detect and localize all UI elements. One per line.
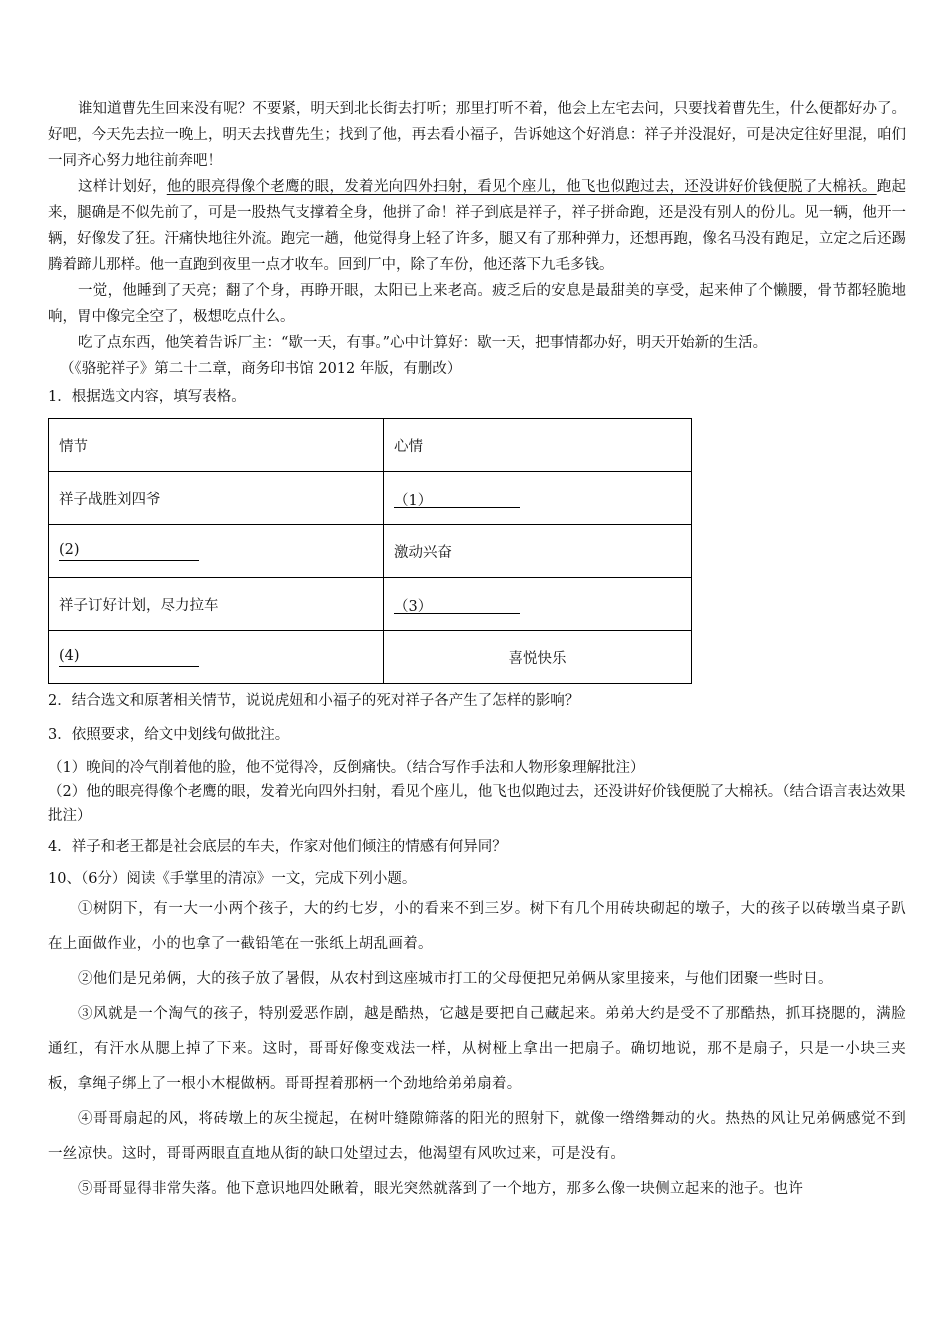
table-cell-mood: 喜悦快乐 (384, 631, 692, 684)
reading-paragraph-1: ①树阴下，有一大一小两个孩子，大的约七岁，小的看来不到三岁。树下有几个用砖块砌起的墩子，大的孩子以砖墩当桌子趴在上面做作业，小的也拿了一截铅笔在一张纸上胡乱画着。 (48, 901, 906, 952)
reading-paragraph-4: ④哥哥扇起的风，将砖墩上的灰尘搅起，在树叶缝隙筛落的阳光的照射下，就像一绺绺舞动的火。热热的风让兄弟俩感觉不到一丝凉快。这时，哥哥两眼直直地从街的缺口处望过去，他渴望有风吹过来，可是没有。 (48, 1111, 906, 1162)
question-4: 4．祥子和老王都是社会底层的车夫，作家对他们倾注的情感有何异同？ (48, 839, 507, 855)
table-header-row (49, 419, 692, 472)
table-cell-plot: 祥子订好计划，尽力拉车 (49, 578, 384, 631)
passage-paragraph-1: 谁知道曹先生回来没有呢？不要紧，明天到北长街去打听；那里打听不着，他会上左宅去问，只要找着曹先生，什么便都好办了。好吧，今天先去拉一晚上，明天去找曹先生；找到了他，再去看小福子，告诉她这个好消息：祥子并没混好，可是决定往好里混，咱们一同齐心努力地往前奔吧！ (48, 101, 906, 169)
question-1-prompt: 1．根据选文内容，填写表格。 (48, 389, 246, 405)
reading-paragraph-5: ⑤哥哥显得非常失落。他下意识地四处瞅着，眼光突然就落到了一个地方，那多么像一块侧立起来的池子。也许 (78, 1181, 804, 1197)
document-page (48, 96, 906, 1207)
passage-source: （《骆驼祥子》第二十二章，商务印书馆 2012 年版，有删改） (60, 361, 462, 377)
passage-paragraph-2 (48, 174, 906, 278)
table-row (49, 578, 692, 631)
passage-paragraph-4: 吃了点东西，他笑着告诉厂主：“歇一天，有事。”心中计算好：歇一天，把事情都办好，明天开始新的生活。 (78, 335, 768, 351)
table-header-plot: 情节 (49, 419, 384, 472)
passage-paragraph-3: 一觉，他睡到了天亮；翻了个身，再睁开眼，太阳已上来老高。疲乏后的安息是最甜美的享受，起来伸了个懒腰，骨节都轻脆地响，胃中像完全空了，极想吃点什么。 (48, 283, 906, 325)
question-3-item-2: （2）他的眼亮得像个老鹰的眼，发着光向四外扫射，看见个座儿，他飞也似跑过去，还没讲好价钱便脱了大棉袄。（结合语言表达效果批注） (48, 784, 906, 824)
underlined-sentence: 他的眼亮得像个老鹰的眼，发着光向四外扫射，看见个座儿，他飞也似跑过去，还没讲好价钱便脱了大棉袄。 (166, 179, 877, 195)
answer-blank-3[interactable]: （3） (394, 595, 520, 614)
table-cell-plot-blank[interactable] (49, 525, 384, 578)
question-10-prompt: 10、（6分）阅读《手掌里的清凉》一文，完成下列小题。 (48, 871, 417, 887)
answer-table (48, 418, 692, 684)
answer-blank-1[interactable]: （1） (394, 489, 520, 508)
question-3-item-1: （1）晚间的冷气削着他的脸，他不觉得冷，反倒痛快。（结合写作手法和人物形象理解批注） (48, 760, 645, 776)
table-row (49, 525, 692, 578)
table-row (49, 631, 692, 684)
question-3-prompt: 3．依照要求，给文中划线句做批注。 (48, 727, 290, 743)
passage-paragraph-2-lead: 这样计划好， (78, 179, 167, 195)
answer-blank-4[interactable]: (4) (59, 648, 199, 667)
reading-paragraph-3: ③风就是一个淘气的孩子，特别爱恶作剧，越是酷热，它越是要把自己藏起来。弟弟大约是受不了那酷热，抓耳挠腮的，满脸通红，有汗水从腮上掉了下来。这时，哥哥好像变戏法一样，从树桠上拿出一把扇子。确切地说，那不是扇子，只是一小块三夹板，拿绳子绑上了一根小木棍做柄。哥哥捏着那柄一个劲地给弟弟扇着。 (48, 1006, 906, 1092)
answer-blank-2[interactable]: (2) (59, 542, 199, 561)
table-header-mood: 心情 (384, 419, 692, 472)
table-cell-mood-blank[interactable] (384, 472, 692, 525)
table-cell-mood: 激动兴奋 (384, 525, 692, 578)
passage-paragraph-2-rest: 跑起来，腿确是不似先前了，可是一股热气支撑着全身，他拼了命！祥子到底是祥子，祥子拼命跑，还是没有别人的份儿。见一辆，他开一辆，好像发了狂。汗痛快地往外流。跑完一趟，他觉得身上轻了许多，腿又有了那种弹力，还想再跑，像名马没有跑足，立定之后还踢腾着蹄儿那样。他一直跑到夜里一点才收车。回到厂中，除了车份，他还落下九毛多钱。 (48, 179, 907, 273)
reading-paragraph-2: ②他们是兄弟俩，大的孩子放了暑假，从农村到这座城市打工的父母便把兄弟俩从家里接来，与他们团聚一些时日。 (78, 971, 833, 987)
table-cell-mood-blank[interactable] (384, 578, 692, 631)
question-2: 2．结合选文和原著相关情节，说说虎妞和小福子的死对祥子各产生了怎样的影响？ (48, 693, 580, 709)
table-row (49, 472, 692, 525)
table-cell-plot-blank[interactable] (49, 631, 384, 684)
table-cell-plot: 祥子战胜刘四爷 (49, 472, 384, 525)
